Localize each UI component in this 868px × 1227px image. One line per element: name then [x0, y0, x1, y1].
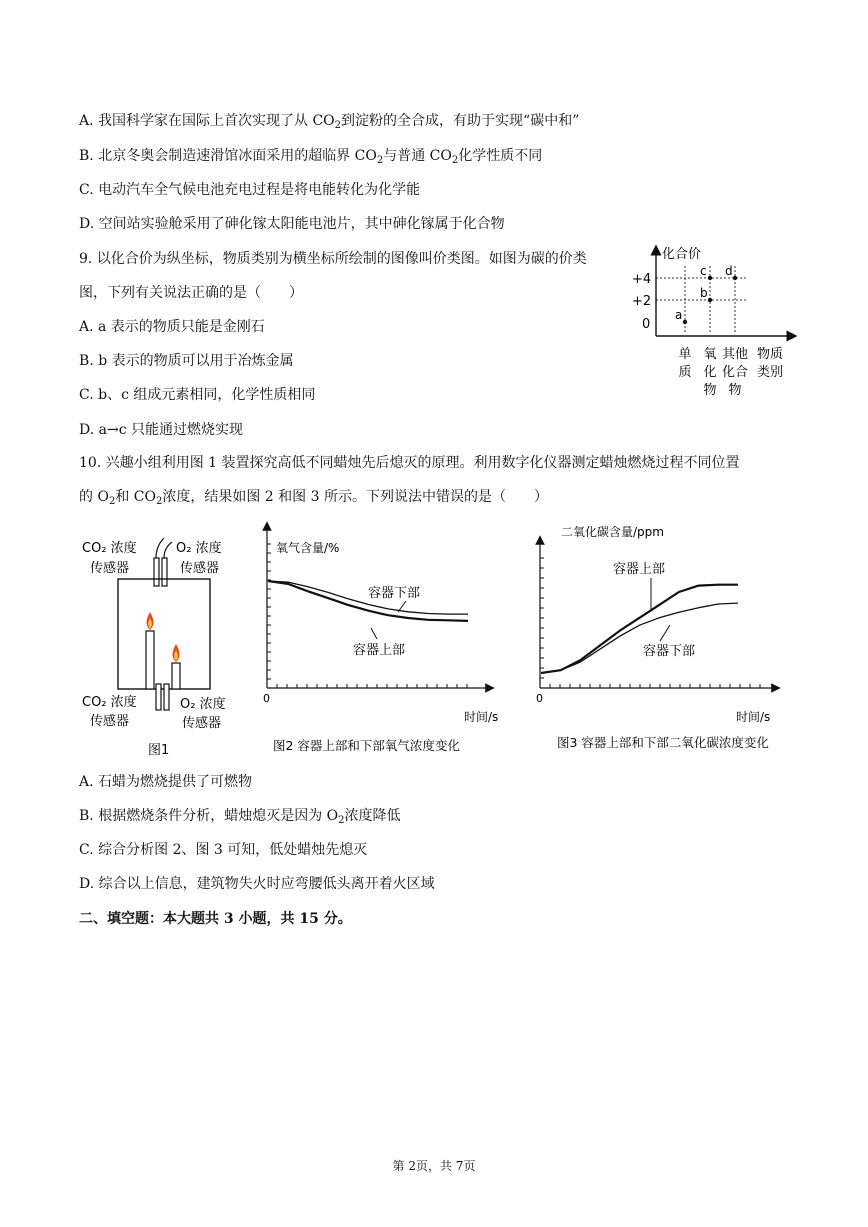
q9-stem-line1: 9. 以化合价为纵坐标，物质类别为横坐标所绘制的图像叫价类图。如图为碳的价类 [79, 251, 587, 267]
q8-option-d: D. 空间站实验舱采用了砷化镓太阳能电池片，其中砷化镓属于化合物 [79, 216, 505, 232]
valence-x-label-2-0: 其他 [721, 347, 749, 362]
chart2-upper-pointer [371, 628, 377, 639]
q8-option-b: B. 北京冬奥会制造速滑馆冰面采用的超临界 $CO_2$与普通 $CO_2$化学性质不同 [79, 148, 543, 166]
valence-x-label-0-1: 质 [678, 365, 692, 380]
fig1-o2-sensor-top-label: O₂ 浓度 [176, 541, 222, 556]
valence-point-a [683, 320, 687, 324]
q10-stem-line2: 的 $O_2$和 $CO_2$浓度，结果如图 2 和图 3 所示。下列说法中错误的是（ ） [79, 489, 548, 507]
page-footer: 第 2页，共 7页 [392, 1159, 476, 1173]
q10-option-c: C. 综合分析图 2、图 3 可知，低处蜡烛先熄灭 [79, 842, 368, 858]
fig1-o2-sensor-top-label2: 传感器 [180, 561, 220, 576]
chart2-xlabel: 时间/s [464, 710, 498, 724]
valence-point-label-a: a [675, 308, 683, 322]
q9-option-b: B. b 表示的物质可以用于冶炼金属 [79, 353, 294, 369]
q9-option-a: A. a 表示的物质只能是金刚石 [79, 319, 265, 335]
fig1-caption: 图1 [148, 743, 170, 758]
chart3-label-lower: 容器下部 [643, 644, 696, 659]
chart3-xlabel: 时间/s [736, 710, 771, 724]
fig1-o2-sensor-bottom-label: O₂ 浓度 [180, 697, 226, 712]
q8-option-c: C. 电动汽车全气候电池充电过程是将电能转化为化学能 [79, 182, 421, 198]
q10-option-d: D. 综合以上信息，建筑物失火时应弯腰低头离开着火区域 [79, 876, 435, 892]
q9-option-d: D. a→c 只能通过燃烧实现 [79, 422, 243, 438]
chart2-label-lower: 容器下部 [368, 586, 421, 601]
chart3-series-upper [541, 585, 738, 673]
chart3-caption: 图3 容器上部和下部二氧化碳浓度变化 [557, 735, 769, 750]
fig1-short-candle [172, 663, 180, 689]
valence-point-b [708, 298, 712, 302]
q9-option-c: C. b、c 组成元素相同，化学性质相同 [79, 387, 316, 403]
figure-1-apparatus [76, 528, 246, 760]
valence-point-label-c: c [700, 264, 707, 278]
valence-chart [632, 244, 802, 404]
valence-point-d [733, 276, 737, 280]
valence-point-label-d: d [725, 264, 733, 278]
valence-x-label-2-1: 化合 [721, 365, 749, 380]
chart3-series-lower [541, 603, 738, 673]
valence-x-labels [678, 346, 783, 398]
valence-tick-zero: 0 [642, 317, 651, 332]
valence-x-label-1-1: 化 [703, 365, 717, 380]
chart3-lower-pointer [660, 625, 670, 641]
fig1-co2-sensor-bottom-label2: 传感器 [90, 714, 130, 729]
q10-option-b: B. 根据燃烧条件分析，蜡烛熄灭是因为 $O_2$浓度降低 [79, 808, 401, 826]
valence-x-label-0-0: 单 [678, 347, 692, 362]
chart2-label-upper: 容器上部 [353, 643, 406, 658]
chart2-ylabel: 氧气含量/% [276, 541, 340, 555]
valence-y-title: 化合价 [662, 247, 702, 262]
fig1-co2-sensor-top-label: CO₂ 浓度 [82, 541, 137, 556]
chart3-x-origin: 0 [536, 692, 543, 705]
q8-option-a: A. 我国科学家在国际上首次实现了从 $CO_2$到淀粉的全合成，有助于实现“碳中和” [79, 113, 580, 131]
valence-x-label-1-2: 物 [703, 383, 717, 398]
figure-3-co2-chart [530, 520, 798, 760]
chart2-x-origin: 0 [263, 692, 270, 705]
valence-x-label-3-0: 物质 [756, 347, 784, 362]
valence-point-label-b: b [700, 286, 708, 300]
fig1-container [118, 579, 210, 689]
fig1-tall-candle [146, 631, 154, 689]
chart3-label-upper: 容器上部 [613, 562, 666, 577]
valence-points [675, 264, 737, 324]
fig1-co2-sensor-top-label2: 传感器 [90, 561, 130, 576]
valence-x-label-3-1: 类别 [756, 365, 784, 380]
q10-option-a: A. 石蜡为燃烧提供了可燃物 [79, 774, 253, 790]
valence-tick-plus2: +2 [632, 294, 652, 309]
q10-stem-line1: 10. 兴趣小组利用图 1 装置探究高低不同蜡烛先后熄灭的原理。利用数字化仪器测定蜡烛燃烧过程不同位置 [79, 455, 740, 471]
section-2-heading: 二、填空题：本大题共 3 小题，共 15 分。 [79, 911, 352, 927]
chart3-ylabel: 二氧化碳含量/ppm [561, 525, 664, 539]
valence-x-label-1-0: 氧 [703, 347, 717, 362]
q9-stem-line2: 图，下列有关说法正确的是（ ） [79, 285, 303, 301]
fig1-bottom-probes [156, 684, 169, 710]
fig1-o2-sensor-bottom-label2: 传感器 [182, 716, 222, 731]
valence-point-c [708, 276, 712, 280]
figure-2-oxygen-chart [258, 520, 498, 760]
fig1-co2-sensor-bottom-label: CO₂ 浓度 [82, 695, 137, 710]
chart2-caption: 图2 容器上部和下部氧气浓度变化 [273, 738, 460, 753]
valence-tick-plus4: +4 [632, 272, 652, 287]
valence-x-label-2-2: 物 [728, 383, 742, 398]
